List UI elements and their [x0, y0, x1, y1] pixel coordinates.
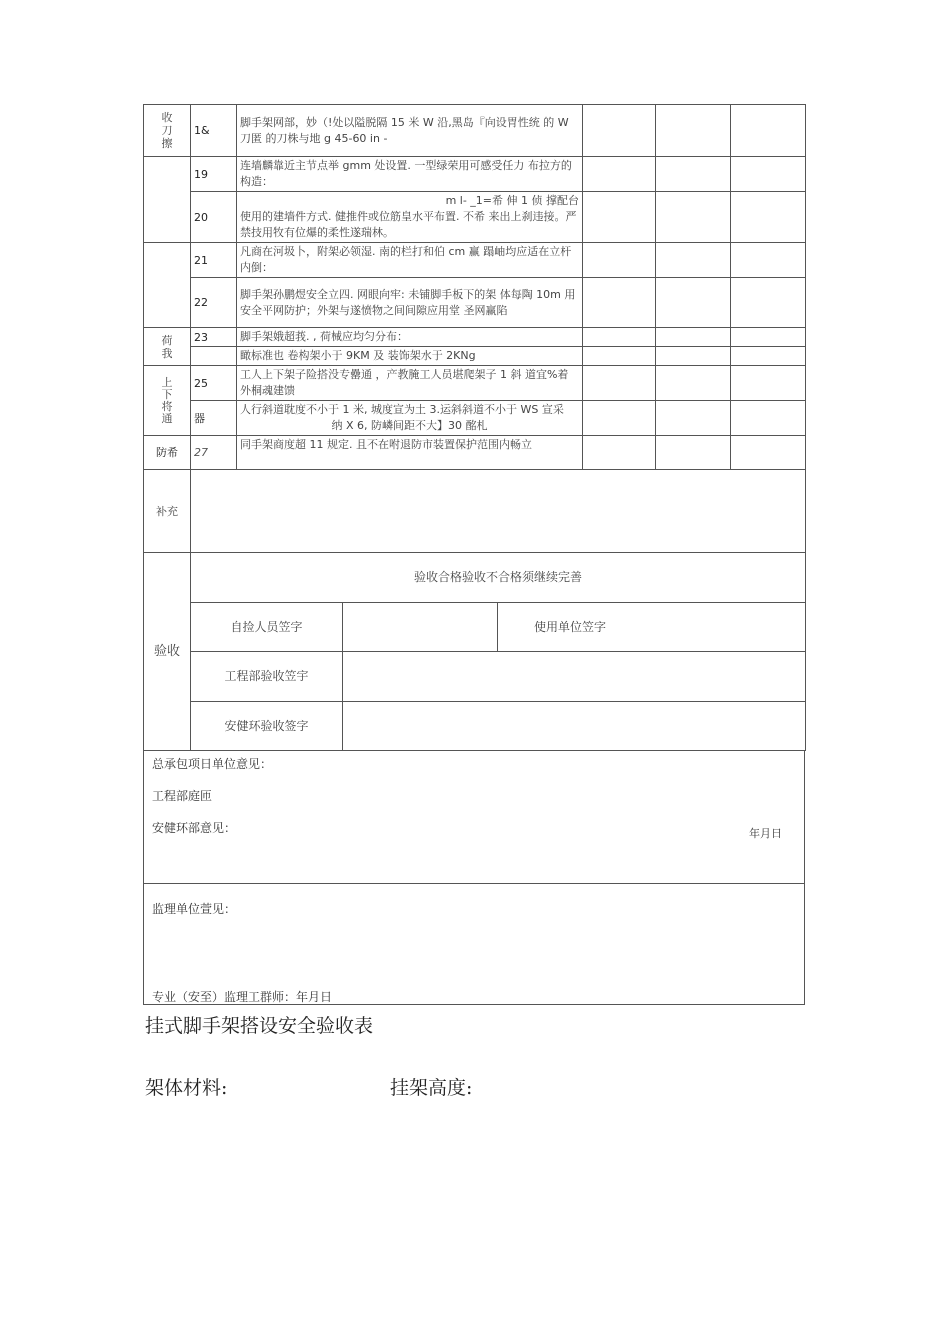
- item-content: [237, 401, 583, 436]
- check-cell[interactable]: [656, 347, 731, 366]
- acceptance-label: 验收: [144, 553, 191, 751]
- item-number: 22: [191, 278, 237, 328]
- contractor-opinion-cell[interactable]: [144, 751, 805, 884]
- safety-signature-field[interactable]: [343, 702, 806, 751]
- check-cell[interactable]: [656, 105, 731, 157]
- item-content: 凡商在河圾卜，附架必领湿. 南的栏打和伯 cm 赢 蹋岫均应适在立杆内倒：: [237, 243, 583, 278]
- acceptance-result-row: [144, 553, 806, 603]
- item-number: 19: [191, 157, 237, 192]
- check-cell[interactable]: [656, 278, 731, 328]
- supplement-label: 补充: [144, 470, 191, 553]
- check-cell[interactable]: [583, 278, 656, 328]
- item-number: 1&: [191, 105, 237, 157]
- material-field-label: 架体材料:: [145, 1077, 228, 1099]
- signature-row: [144, 603, 806, 652]
- check-cell[interactable]: [583, 157, 656, 192]
- item-number: 25: [191, 366, 237, 401]
- table-row: [144, 243, 806, 278]
- category-cell: [144, 243, 191, 328]
- table-row: [144, 192, 806, 243]
- supplement-field[interactable]: [191, 470, 806, 553]
- check-cell[interactable]: [731, 436, 806, 470]
- check-cell[interactable]: [656, 243, 731, 278]
- check-cell[interactable]: [656, 157, 731, 192]
- item-content-line-2: 纳 X 6, 防嶙间距不大】30 酩札: [331, 419, 488, 432]
- check-cell[interactable]: [731, 192, 806, 243]
- contractor-opinion-label: 总承包项日单位意见：: [152, 757, 273, 771]
- supervision-engineer-label: 专业（安至）监理工群师：年月日: [152, 990, 333, 1004]
- self-check-signature-field[interactable]: [343, 603, 498, 652]
- form-title: 挂式脚手架搭设安全验收表: [145, 1015, 374, 1037]
- table-row: [144, 436, 806, 470]
- inspection-table: [143, 104, 806, 553]
- check-cell[interactable]: [583, 243, 656, 278]
- item-number: 27: [191, 436, 237, 470]
- opinion-table: [143, 750, 805, 1005]
- item-content: 瞰标准也 卷构架小于 9KM 及 装饰架水于 2KNg: [237, 347, 583, 366]
- table-row: [144, 366, 806, 401]
- check-cell[interactable]: [583, 328, 656, 347]
- item-number: 器: [191, 401, 237, 436]
- category-cell: 荷 我: [144, 328, 191, 366]
- table-row: [144, 347, 806, 366]
- table-row: [144, 157, 806, 192]
- category-cell: 上 下 将 通: [144, 366, 191, 436]
- item-number: 23: [191, 328, 237, 347]
- check-cell[interactable]: [583, 105, 656, 157]
- item-content-line-1: 人行斜道耽度不小于 1 米, 城度宣为土 3.运斜斜道不小于 WS 宣采: [240, 403, 564, 416]
- item-number: 21: [191, 243, 237, 278]
- check-cell[interactable]: [731, 243, 806, 278]
- check-cell[interactable]: [731, 401, 806, 436]
- category-cell: [144, 157, 191, 243]
- check-cell[interactable]: [583, 401, 656, 436]
- item-content: 脚手架网部，妙（!处以隘脱隔 15 米 W 沿,黑岛『向设胃性统 的 W 刀匿 的刀株与地 g 45-60 in -: [237, 105, 583, 157]
- item-content: [237, 192, 583, 243]
- check-cell[interactable]: [731, 366, 806, 401]
- height-field-label: 挂架高度:: [390, 1077, 473, 1099]
- check-cell[interactable]: [656, 401, 731, 436]
- item-content-body: 使用的建墙件方式. 健推件或位筋皇水平布置. 不希 来出上刹违接。严禁技用牧有位爆的柔性遂瑞林。: [240, 210, 577, 239]
- contractor-opinion-row: [144, 751, 805, 884]
- category-cell: 防希: [144, 436, 191, 470]
- check-cell[interactable]: [583, 436, 656, 470]
- acceptance-table: [143, 552, 806, 751]
- check-cell[interactable]: [583, 347, 656, 366]
- item-content: 工人上下架子险搭没专罍通 ，产教腌工人员堪爬架子 1 斜 道宜%着外桐魂建馈: [237, 366, 583, 401]
- check-cell[interactable]: [583, 366, 656, 401]
- table-row: [144, 328, 806, 347]
- item-content: 脚手架孙鹏煜安全立四. 网眼向牢: 未铺脚手板下的架 体每陶 10m 用安全平网防护；外架与遂愤物之间间隙应用堂 圣网赢陷: [237, 278, 583, 328]
- item-number: [191, 347, 237, 366]
- supplement-row: [144, 470, 806, 553]
- item-content: 连墙麟靠近主节点举 gmm 处设置. 一型绿荣用可感受任力 布拉方的构造：: [237, 157, 583, 192]
- safety-opinion-label: 安健环部意见：: [152, 821, 237, 835]
- check-cell[interactable]: [656, 192, 731, 243]
- check-cell[interactable]: [731, 328, 806, 347]
- user-unit-signature-label: 使用单位笠字: [498, 603, 806, 652]
- check-cell[interactable]: [731, 157, 806, 192]
- item-number: 20: [191, 192, 237, 243]
- category-cell: 收 刀 擦: [144, 105, 191, 157]
- check-cell[interactable]: [656, 328, 731, 347]
- safety-signature-label: 安健环验收签字: [191, 702, 343, 751]
- check-cell[interactable]: [656, 366, 731, 401]
- signature-row: [144, 652, 806, 702]
- opinion-date: 年月日: [749, 827, 782, 840]
- acceptance-result-text: 验收合格验收不合格须继续完善: [191, 553, 806, 603]
- check-cell[interactable]: [656, 436, 731, 470]
- check-cell[interactable]: [731, 278, 806, 328]
- check-cell[interactable]: [731, 105, 806, 157]
- engineering-signature-field[interactable]: [343, 652, 806, 702]
- engineering-opinion-label: 工程部庭匝: [152, 789, 213, 803]
- item-content: 同手架商度超 11 规定. 且不在咐退防市装置保护范围内畅立: [237, 436, 583, 470]
- signature-row: [144, 702, 806, 751]
- table-row: [144, 401, 806, 436]
- check-cell[interactable]: [731, 347, 806, 366]
- supervision-opinion-label: 监理单位萱见：: [152, 902, 237, 916]
- check-cell[interactable]: [583, 192, 656, 243]
- table-row: [144, 105, 806, 157]
- table-row: [144, 278, 806, 328]
- supervision-row: [144, 884, 805, 1005]
- item-content: 脚手架娥超莪. , 荷械应均匀分布：: [237, 328, 583, 347]
- item-content-top: m l- _1=希 伸 1 侦 撑配台: [445, 194, 579, 207]
- self-check-signature-label: 自捡人员笠字: [191, 603, 343, 652]
- supervision-cell[interactable]: [144, 884, 805, 1005]
- inspection-table-sheet: [143, 104, 805, 1005]
- engineering-signature-label: 工程部验收笠宇: [191, 652, 343, 702]
